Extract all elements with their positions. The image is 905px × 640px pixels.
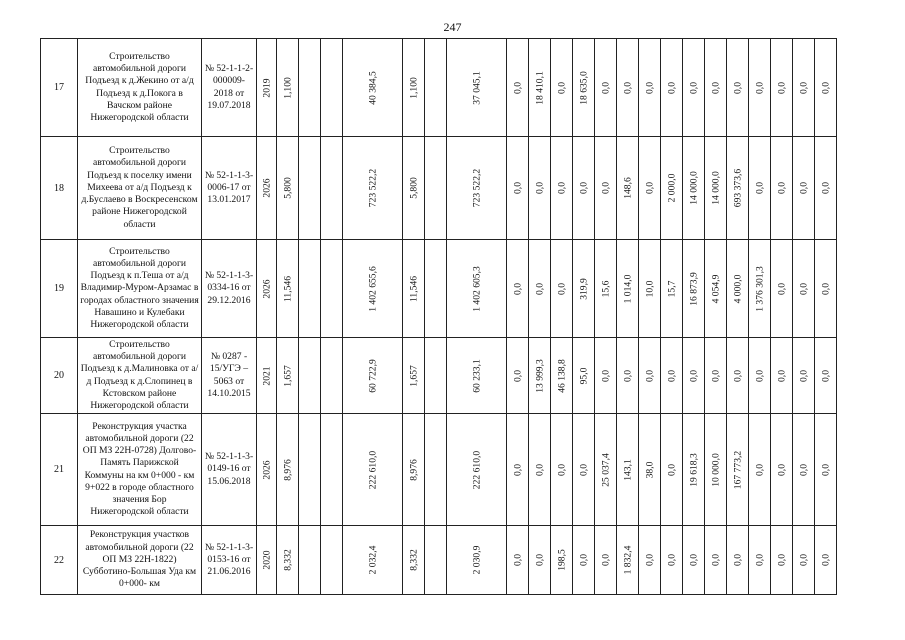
cell-value: 2 000,0 [666, 173, 677, 203]
value-cell [551, 137, 573, 240]
value-cell [507, 240, 529, 338]
value-cell [727, 338, 749, 414]
cell-value: 0,0 [666, 81, 677, 94]
cell-value: 0,0 [820, 369, 831, 382]
value-cell [617, 526, 639, 595]
cell-value: 0,0 [600, 369, 611, 382]
cell-value: 0,0 [600, 81, 611, 94]
cell-value: 2 032,4 [367, 545, 378, 575]
page-number: 247 [443, 20, 462, 34]
cell-value: 0,0 [710, 554, 721, 566]
cell-value: 1,657 [408, 364, 419, 387]
value-cell [277, 240, 299, 338]
value-cell [321, 338, 343, 414]
value-cell [403, 39, 425, 137]
value-cell [425, 338, 447, 414]
cell-value: 0,0 [820, 81, 831, 94]
value-cell [617, 414, 639, 526]
data-table [40, 38, 837, 595]
value-cell [705, 240, 727, 338]
value-cell [425, 240, 447, 338]
value-cell [749, 240, 771, 338]
expertise-document: № 52-1-1-3-0334-16 от 29.12.2016 [202, 240, 257, 338]
value-cell [639, 137, 661, 240]
cell-value: 0,0 [776, 182, 787, 194]
cell-value: 46 138,8 [556, 358, 567, 393]
object-name: Реконструкция участков автомобильной дороги (22 ОП МЗ 22Н-1822) Субботино-Большая Уда км 0+000- км [78, 526, 202, 595]
cell-value: 14 000,0 [688, 171, 699, 205]
cell-value: 0,0 [600, 554, 611, 566]
value-cell [815, 137, 837, 240]
cell-value: 10 000,0 [710, 452, 721, 487]
value-cell [771, 137, 793, 240]
value-cell [529, 240, 551, 338]
value-cell [705, 137, 727, 240]
value-cell [529, 338, 551, 414]
object-name: Строительство автомобильной дороги Подъезд к д.Жекино от а/д Подъезд к д.Покога в Вачском районе Нижегородской области [78, 39, 202, 137]
value-cell [573, 526, 595, 595]
value-cell [343, 137, 403, 240]
value-cell [403, 240, 425, 338]
value-cell [447, 338, 507, 414]
cell-value: 95,0 [578, 367, 589, 384]
value-cell [299, 526, 321, 595]
value-cell [617, 39, 639, 137]
value-cell [771, 39, 793, 137]
cell-value: 0,0 [776, 463, 787, 476]
value-cell [551, 39, 573, 137]
value-cell [771, 526, 793, 595]
value-cell [551, 414, 573, 526]
value-cell [617, 338, 639, 414]
value-cell [727, 137, 749, 240]
value-cell [771, 338, 793, 414]
value-cell [425, 526, 447, 595]
cell-value: 0,0 [644, 369, 655, 382]
cell-value: 1,657 [282, 364, 293, 387]
value-cell [771, 240, 793, 338]
cell-value: 1,100 [408, 76, 419, 99]
value-cell [683, 39, 705, 137]
value-cell [749, 338, 771, 414]
cell-value: 0,0 [556, 463, 567, 476]
value-cell [343, 240, 403, 338]
cell-value: 148,6 [622, 177, 633, 199]
object-name: Реконструкция участка автомобильной дороги (22 ОП МЗ 22Н-0728) Долгово-Память Парижской Коммуны на км 0+000 - км 9+022 в городе областного значения Бор Нижегородской области [78, 414, 202, 526]
row-number: 21 [41, 414, 78, 526]
value-cell [793, 414, 815, 526]
value-cell [403, 414, 425, 526]
cell-value: 0,0 [776, 369, 787, 382]
value-cell [321, 414, 343, 526]
expertise-document: № 52-1-1-3-0153-16 от 21.06.2016 [202, 526, 257, 595]
table-row [41, 414, 837, 526]
value-cell [595, 137, 617, 240]
cell-value: 19 618,3 [688, 452, 699, 487]
cell-value: 0,0 [512, 369, 523, 382]
value-cell [683, 414, 705, 526]
cell-value: 1,100 [282, 76, 293, 99]
cell-value: 0,0 [820, 282, 831, 295]
value-cell [447, 526, 507, 595]
cell-value: 0,0 [666, 554, 677, 566]
cell-value: 2026 [261, 178, 272, 198]
value-cell [661, 137, 683, 240]
value-cell [749, 137, 771, 240]
cell-value: 8,976 [408, 458, 419, 481]
table-body [41, 39, 837, 595]
value-cell [815, 338, 837, 414]
value-cell [551, 526, 573, 595]
cell-value: 198,5 [556, 549, 567, 571]
value-cell [277, 414, 299, 526]
value-cell [793, 137, 815, 240]
value-cell [573, 338, 595, 414]
value-cell [705, 414, 727, 526]
value-cell [639, 39, 661, 137]
cell-value: 0,0 [578, 182, 589, 194]
cell-value: 38,0 [644, 461, 655, 478]
value-cell [749, 414, 771, 526]
cell-value: 167 773,2 [732, 450, 743, 489]
cell-value: 5,800 [408, 177, 419, 199]
cell-value: 0,0 [644, 182, 655, 194]
value-cell [257, 338, 277, 414]
cell-value: 2 030,9 [471, 545, 482, 575]
cell-value: 723 522,2 [367, 168, 378, 208]
value-cell [447, 414, 507, 526]
cell-value: 0,0 [556, 282, 567, 295]
value-cell [639, 240, 661, 338]
value-cell [683, 137, 705, 240]
value-cell [343, 338, 403, 414]
cell-value: 319,9 [578, 277, 589, 300]
cell-value: 11,546 [408, 275, 419, 302]
cell-value: 0,0 [666, 463, 677, 476]
object-name: Строительство автомобильной дороги Подъезд к п.Теша от а/д Владимир-Муром-Арзамас в городах областного значения Навашино и Кулебаки Нижегородской области [78, 240, 202, 338]
value-cell [617, 240, 639, 338]
value-cell [343, 39, 403, 137]
value-cell [793, 526, 815, 595]
row-number: 18 [41, 137, 78, 240]
value-cell [529, 137, 551, 240]
cell-value: 1 832,4 [622, 545, 633, 575]
value-cell [447, 137, 507, 240]
cell-value: 0,0 [512, 554, 523, 566]
row-number: 17 [41, 39, 78, 137]
value-cell [321, 526, 343, 595]
value-cell [403, 338, 425, 414]
value-cell [529, 39, 551, 137]
cell-value: 0,0 [776, 554, 787, 566]
value-cell [321, 137, 343, 240]
cell-value: 14 000,0 [710, 171, 721, 205]
value-cell [727, 414, 749, 526]
value-cell [815, 240, 837, 338]
cell-value: 0,0 [820, 554, 831, 566]
value-cell [257, 526, 277, 595]
cell-value: 0,0 [644, 81, 655, 94]
cell-value: 0,0 [798, 554, 809, 566]
cell-value: 2026 [261, 459, 272, 480]
value-cell [425, 414, 447, 526]
cell-value: 0,0 [600, 182, 611, 194]
value-cell [299, 137, 321, 240]
cell-value: 222 610,0 [471, 450, 482, 489]
value-cell [573, 137, 595, 240]
value-cell [507, 526, 529, 595]
cell-value: 0,0 [798, 282, 809, 295]
cell-value: 0,0 [776, 282, 787, 295]
cell-value: 8,976 [282, 458, 293, 481]
cell-value: 15,7 [666, 280, 677, 297]
cell-value: 0,0 [512, 182, 523, 194]
value-cell [661, 240, 683, 338]
cell-value: 2020 [261, 550, 272, 570]
cell-value: 0,0 [512, 463, 523, 476]
cell-value: 0,0 [534, 182, 545, 194]
cell-value: 0,0 [754, 463, 765, 476]
cell-value: 15,6 [600, 280, 611, 297]
cell-value: 0,0 [710, 81, 721, 94]
value-cell [507, 137, 529, 240]
value-cell [277, 338, 299, 414]
cell-value: 37 045,1 [471, 70, 482, 105]
expertise-document: № 52-1-1-3-0149-16 от 15.06.2018 [202, 414, 257, 526]
table-row [41, 338, 837, 414]
value-cell [507, 39, 529, 137]
value-cell [257, 414, 277, 526]
row-number: 20 [41, 338, 78, 414]
cell-value: 0,0 [732, 81, 743, 94]
cell-value: 18 410,1 [534, 70, 545, 105]
cell-value: 5,800 [282, 177, 293, 199]
value-cell [507, 338, 529, 414]
value-cell [343, 414, 403, 526]
cell-value: 4 054,9 [710, 274, 721, 303]
value-cell [771, 414, 793, 526]
value-cell [815, 414, 837, 526]
cell-value: 1 402 655,6 [367, 265, 378, 312]
cell-value: 0,0 [556, 182, 567, 194]
value-cell [257, 39, 277, 137]
value-cell [529, 526, 551, 595]
cell-value: 0,0 [798, 369, 809, 382]
cell-value: 0,0 [578, 554, 589, 566]
cell-value: 0,0 [732, 369, 743, 382]
value-cell [727, 240, 749, 338]
value-cell [299, 414, 321, 526]
value-cell [277, 137, 299, 240]
expertise-document: № 0287 - 15/УГЭ – 5063 от 14.10.2015 [202, 338, 257, 414]
expertise-document: № 52-1-1-3-0006-17 от 13.01.2017 [202, 137, 257, 240]
cell-value: 1 014,0 [622, 274, 633, 303]
value-cell [299, 240, 321, 338]
table-row [41, 240, 837, 338]
cell-value: 13 999,3 [534, 358, 545, 393]
cell-value: 0,0 [754, 369, 765, 382]
value-cell [257, 137, 277, 240]
value-cell [661, 39, 683, 137]
value-cell [321, 39, 343, 137]
value-cell [639, 526, 661, 595]
value-cell [727, 526, 749, 595]
value-cell [529, 414, 551, 526]
cell-value: 0,0 [776, 81, 787, 94]
cell-value: 2021 [261, 365, 272, 386]
cell-value: 0,0 [820, 463, 831, 476]
cell-value: 0,0 [754, 182, 765, 194]
cell-value: 4 000,0 [732, 274, 743, 303]
table-row [41, 137, 837, 240]
cell-value: 222 610,0 [367, 450, 378, 489]
cell-value: 0,0 [666, 369, 677, 382]
cell-value: 0,0 [556, 81, 567, 94]
value-cell [749, 39, 771, 137]
value-cell [639, 338, 661, 414]
cell-value: 18 635,0 [578, 70, 589, 105]
value-cell [299, 338, 321, 414]
cell-value: 0,0 [512, 81, 523, 94]
value-cell [595, 240, 617, 338]
cell-value: 143,1 [622, 458, 633, 481]
value-cell [343, 526, 403, 595]
value-cell [595, 338, 617, 414]
value-cell [403, 137, 425, 240]
value-cell [705, 39, 727, 137]
cell-value: 0,0 [798, 182, 809, 194]
value-cell [749, 526, 771, 595]
cell-value: 0,0 [622, 369, 633, 382]
cell-value: 0,0 [820, 182, 831, 194]
cell-value: 0,0 [512, 282, 523, 295]
value-cell [595, 414, 617, 526]
value-cell [551, 240, 573, 338]
value-cell [705, 526, 727, 595]
cell-value: 0,0 [798, 81, 809, 94]
value-cell [425, 39, 447, 137]
value-cell [551, 338, 573, 414]
value-cell [277, 526, 299, 595]
cell-value: 0,0 [798, 463, 809, 476]
cell-value: 60 233,1 [471, 358, 482, 393]
cell-value: 0,0 [622, 81, 633, 94]
value-cell [727, 39, 749, 137]
value-cell [661, 414, 683, 526]
cell-value: 0,0 [534, 463, 545, 476]
value-cell [793, 240, 815, 338]
value-cell [507, 414, 529, 526]
value-cell [705, 338, 727, 414]
cell-value: 0,0 [688, 369, 699, 382]
cell-value: 0,0 [688, 81, 699, 94]
value-cell [299, 39, 321, 137]
object-name: Строительство автомобильной дороги Подъезд к д.Малиновка от а/д Подъезд к д.Слопинец в Кстовском районе Нижегородской области [78, 338, 202, 414]
value-cell [683, 240, 705, 338]
value-cell [661, 338, 683, 414]
value-cell [815, 39, 837, 137]
value-cell [683, 338, 705, 414]
value-cell [403, 526, 425, 595]
cell-value: 2019 [261, 77, 272, 98]
cell-value: 0,0 [644, 554, 655, 566]
value-cell [793, 338, 815, 414]
cell-value: 11,546 [282, 275, 293, 302]
value-cell [321, 240, 343, 338]
cell-value: 25 037,4 [600, 452, 611, 487]
cell-value: 1 376 301,3 [754, 265, 765, 312]
value-cell [257, 240, 277, 338]
value-cell [595, 526, 617, 595]
value-cell [661, 526, 683, 595]
value-cell [639, 414, 661, 526]
cell-value: 8,332 [408, 549, 419, 571]
cell-value: 10,0 [644, 280, 655, 297]
value-cell [447, 240, 507, 338]
object-name: Строительство автомобильной дороги Подъезд к поселку имени Михеева от а/д Подъезд к д.Буслаево в Воскресенском районе Нижегородской области [78, 137, 202, 240]
cell-value: 0,0 [732, 554, 743, 566]
cell-value: 0,0 [534, 282, 545, 295]
cell-value: 0,0 [710, 369, 721, 382]
value-cell [573, 414, 595, 526]
value-cell [683, 526, 705, 595]
cell-value: 8,332 [282, 549, 293, 571]
cell-value: 40 384,5 [367, 70, 378, 105]
cell-value: 693 373,6 [732, 168, 743, 208]
value-cell [447, 39, 507, 137]
value-cell [617, 137, 639, 240]
value-cell [573, 240, 595, 338]
expertise-document: № 52-1-1-2-000009-2018 от 19.07.2018 [202, 39, 257, 137]
cell-value: 0,0 [754, 81, 765, 94]
cell-value: 0,0 [754, 554, 765, 566]
value-cell [815, 526, 837, 595]
value-cell [595, 39, 617, 137]
value-cell [425, 137, 447, 240]
cell-value: 1 402 605,3 [471, 265, 482, 312]
row-number: 19 [41, 240, 78, 338]
table-row [41, 526, 837, 595]
cell-value: 723 522,2 [471, 168, 482, 208]
cell-value: 16 873,9 [688, 271, 699, 306]
cell-value: 0,0 [534, 554, 545, 566]
row-number: 22 [41, 526, 78, 595]
value-cell [277, 39, 299, 137]
cell-value: 60 722,9 [367, 358, 378, 393]
cell-value: 2026 [261, 278, 272, 299]
cell-value: 0,0 [688, 554, 699, 566]
value-cell [793, 39, 815, 137]
table-row [41, 39, 837, 137]
value-cell [573, 39, 595, 137]
cell-value: 0,0 [578, 463, 589, 476]
